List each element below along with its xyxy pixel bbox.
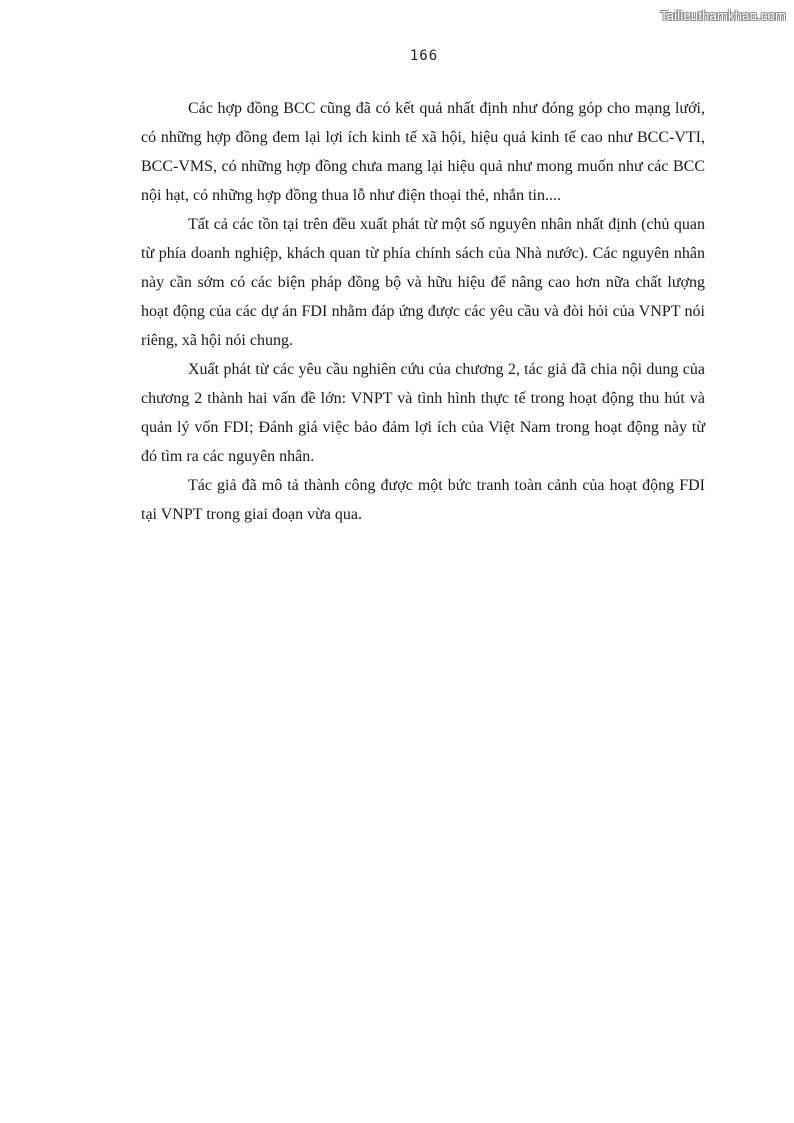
paragraph-chapter-scope: Xuất phát từ các yêu cầu nghiên cứu của chương 2, tác giả đã chia nội dung của chương 2 thành hai vấn đề lớn: VNPT và tình hình thực tế trong hoạt động thu hút và quản lý vốn FDI; Đánh giá việc bảo đảm lợi ích của Việt Nam trong hoạt động này từ đó tìm ra các nguyên nhân.	[141, 361, 705, 465]
watermark: Tailieuthamkhao.com	[660, 8, 786, 23]
page-number: 166	[409, 48, 439, 64]
paragraph-conclusion: Tác giả đã mô tả thành công được một bức tranh toàn cảnh của hoạt động FDI tại VNPT trong giai đoạn vừa qua.	[141, 477, 705, 523]
paragraph-bcc-results: Các hợp đồng BCC cũng đã có kết quả nhất định như đóng góp cho mạng lưới, có những hợp đồng đem lại lợi ích kinh tế xã hội, hiệu quả kinh tế cao như BCC-VTI, BCC-VMS, có những hợp đồng chưa mang lại hiệu quả như mong muốn như các BCC nội hạt, có những hợp đồng thua lỗ như điện thoại thẻ, nhắn tin....	[141, 100, 705, 204]
document-body	[141, 94, 705, 529]
paragraph-causes: Tất cả các tồn tại trên đều xuất phát từ một số nguyên nhân nhất định (chủ quan từ phía doanh nghiệp, khách quan từ phía chính sách của Nhà nước). Các nguyên nhân này cần sớm có các biện pháp đồng bộ và hữu hiệu để nâng cao hơn nữa chất lượng hoạt động của các dự án FDI nhằm đáp ứng được các yêu cầu và đòi hỏi của VNPT nói riêng, xã hội nói chung.	[141, 216, 705, 349]
